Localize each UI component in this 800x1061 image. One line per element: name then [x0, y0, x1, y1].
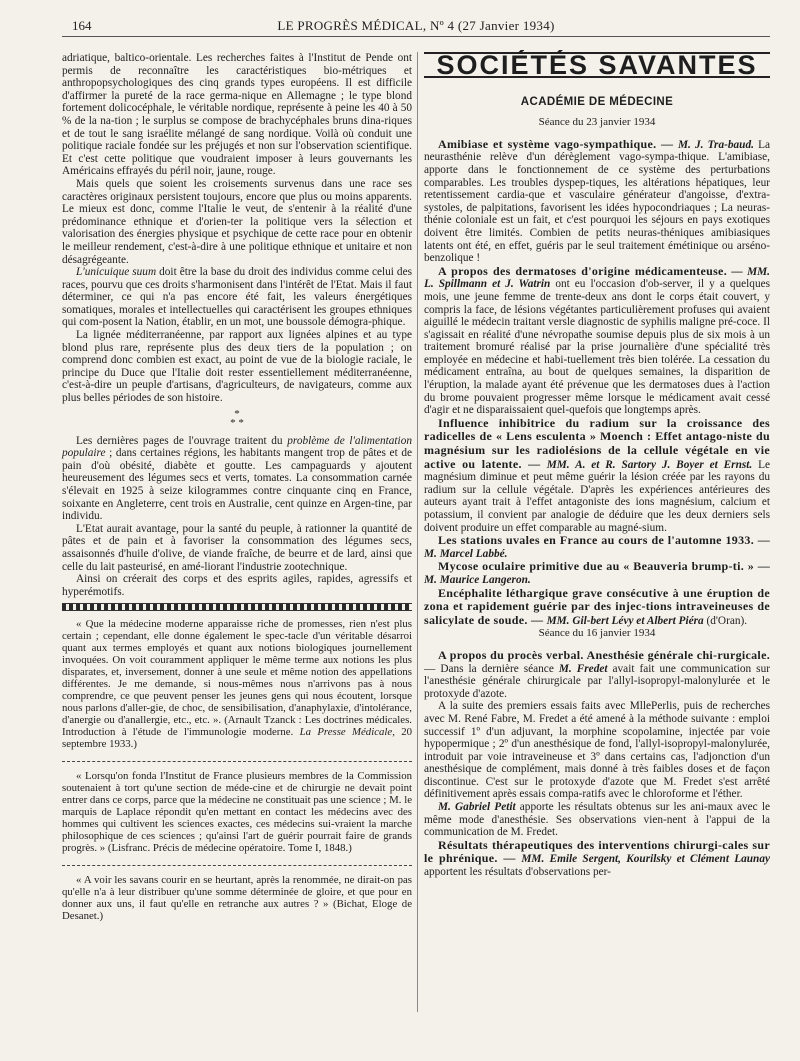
- chain-separator: [62, 757, 412, 762]
- article-title: Résultats thérapeutiques des interventions chirurgi-cales sur le phrénique. —: [424, 837, 770, 866]
- chain-separator: [62, 861, 412, 866]
- article-title: Mycose oculaire primitive due au « Beauveria brump-ti. » —: [438, 559, 770, 574]
- article-author: MM. Gil-bert Lévy et Albert Piéra: [546, 614, 704, 627]
- article: [424, 649, 770, 700]
- article-text: (d'Oran).: [703, 614, 748, 627]
- asterism-bottom: * *: [230, 416, 244, 429]
- article-text: — Dans la dernière séance: [424, 662, 559, 675]
- article: [424, 839, 770, 879]
- article-text: La neurasthénie relève d'un dérèglement vago-sympa-thique. L'amibiase, apporte dans le fonctionnement de ce système des perturbations comparables. Les troubles dyspep-tiques, les altérations hépatiques, leur retentissement cardia-que et vasculaire générateur d'angoisse, d'extra-systoles, de palpitations, favorisent les idées hypocondriaques ; La neuras-thénie coloniale est un fait, et c'est pourquoi les séjours en pays exotiques doivent être limités. Combien de petits neuras-théniques amibiasiques latents ont été, en effet, guéris par le seul traitement émétinique ou arséno-benzolique !: [424, 138, 770, 265]
- page-number: 164: [72, 18, 92, 33]
- paragraph: [424, 801, 770, 839]
- article-author: M. J. Tra-baud.: [677, 138, 754, 151]
- latin-phrase: L'unicuique suum: [76, 266, 157, 279]
- article-author: MM. A. et R. Sartory J. Boyer et Ernst.: [546, 458, 753, 471]
- article-text: apportent les résultats d'observations per-: [424, 866, 611, 879]
- paragraph: Ainsi on créerait des corps et des esprits agiles, rapides, agressifs et hyperémotifs.: [62, 573, 412, 598]
- paragraph: adriatique, baltico-orientale. Les recherches faites à l'Institut de Pende ont permis de reconnaître les caractéristiques bio-métriques et anthropopsychologiques des cinq grands types européens. Il est difficile d'affirmer la pureté de la race germa-nique en Allemagne ; le type blond fortement dolicocéphale, le véritable nordique, représente à peine les 40 à 50 % de la na-tion ; le surplus se compose de brachycéphales bruns dina-riques et de tout le sang israélite mélangé de sang nordique. Voilà où conduit une politique raciale fondée sur les préjugés et non sur l'observation scientifique. Et c'est cette politique que voudraient imposer à leurs gouvernants les Américains effrayés du péril noir, jaune, rouge.: [62, 52, 412, 178]
- article-title: Encéphalite léthargique grave consécutive à une éruption de zona et rapidement guérie par des injec-tions intraveineuses de salicylate de soude. —: [424, 585, 770, 627]
- article: [424, 560, 770, 586]
- asterism-top: *: [234, 407, 240, 420]
- article: [424, 587, 770, 628]
- quotation: [62, 618, 412, 750]
- quotation-text: , 20 septembre 1933.): [62, 726, 413, 751]
- article-author: M. Maurice Langeron.: [424, 573, 531, 586]
- paragraph: [62, 266, 412, 329]
- quotation-text: « Que la médecine moderne apparaisse riche de promesses, rien n'est plus certain ; cependant, elle donne également le spec-tacle d'un véritable désarroi quant aux termes employés et quant aux notions biologiques journellement invoquées. On voit couramment appliquer le même terme aux notions les plus disparates, et, inversement, donner à une seule et même notion des appellations différentes. Je me demande, si nous-mêmes nous n'arrivons pas à nous comprendre, ce que peuvent penser les jeunes gens qui nous écoutent, lorsque nous parlons d'aller-gie, de choc, de sensibilisation, d'anaphylaxie, d'intolérance, d'anergie ou d'anallergie, etc., etc. ». (Arnault Tzanck : Les doctrines médicales. Introduction à l'étude de l'immunologie moderne.: [62, 618, 412, 739]
- academy-heading: ACADÉMIE DE MÉDECINE: [520, 95, 674, 108]
- article-text: ont eu l'occasion d'ob-server, il y a quelques mois, une jeune femme de trente-deux ans dont le corps était couvert, y compris la face, de lésions végétantes particulièrement profuses qui avaient aiguillé le médecin traitant versle diagnostic de syphilis maligne pré-coce. Il s'agissait en réalité d'une névropathe soumise depuis plus de six mois à un traitement bromuré réalisé par la prise journalière d'une spécialité très employée en médecine et habi-tuellement très bien tolérée. La cessation du médicament entraîna, au bout de quelques semaines, la disparition de l'éruption, la malade ayant été prévenue que les dermatoses dues à l'action du brome pouvaient progresser même lorsque le médicament avait cessé d'agir et ne disparaissaient quel-quefois que longtemps après.: [424, 278, 770, 417]
- session-date: Séance du 16 janvier 1934: [538, 627, 656, 640]
- article-author: — MM. L. Spillmann et J. Watrin: [424, 265, 771, 291]
- paragraph: L'Etat aurait avantage, pour la santé du peuple, à rationner la quantité de pâtes et de pain et à favoriser la consommation des légumes secs, assaisonnés d'huile d'olive, de viande fraîche, de beurre et de lard, ainsi que celle du lait pasteurisé, en amé-liorant l'industrie zootechnique.: [62, 522, 412, 573]
- italic-phrase: problème de l'alimentation populaire: [62, 434, 412, 460]
- quotation: « Lorsqu'on fonda l'Institut de France plusieurs membres de la Commission soutenaient à tort qu'une section de méde-cine et de chirurgie ne devait point entrer dans ce corps, parce que la médecine ne constituait pas une science ; M. le marquis de Laplace répondit qu'en mettant en contact les médecins avec des hommes qui cultivent les sciences exactes, ces médecins sui-vraient la marche philosophique de ces sciences ; qu'ainsi l'art de guérir pourrait faire de grands progrès. » (Lisfranc. Précis de médecine opératoire. Tome I, 1848.): [62, 770, 412, 855]
- article-author: MM. Emile Sergent, Kourilsky et Clément Launay: [521, 853, 770, 866]
- article-author: M. Fredet: [558, 662, 608, 675]
- ornamental-banner: [62, 603, 412, 611]
- quotation: « A voir les savans courir en se heurtant, après la renommée, ne dirait-on pas qu'elle n'a à leur distribuer qu'une somme déterminée de gloire, et que pour en donner aux uns, il faut qu'elle en retranche aux autres ? » (Bichat, Eloge de Desanet.): [62, 874, 412, 923]
- article: [424, 417, 770, 534]
- left-column: [62, 52, 412, 922]
- asterism-separator: [62, 407, 412, 429]
- article: [424, 138, 770, 265]
- article-title: Influence inhibitrice du radium sur la croissance des radicelles de « Lens esculenta » Moench : Effet antago-niste du magnésium sur les radiolésions de la cellule végétale en vie active ou latente. —: [424, 415, 770, 471]
- header-rule: [62, 36, 770, 37]
- paragraph-text: Les dernières pages de l'ouvrage traitent du: [76, 434, 288, 447]
- article-title: Amibiase et système vago-sympathique. —: [438, 136, 678, 151]
- paragraph: Mais quels que soient les croisements survenus dans une race ses caractères originaux persistent toujours, encore que plus ou moins apparents. Le mieux est donc, comme l'Italie le veut, de s'entenir à la réalité d'une prédominance ethnique et d'orien-ter la politique vers la sélection et valorisation des énergies physique et psychique de cette race pour en obtenir le meilleur rendement, c'est-à-dire à une politique ethnique et unitaire et non désagrégeante.: [62, 177, 412, 266]
- paragraph: A la suite des premiers essais faits avec MllePerlis, puis de recherches avec M. René Fabre, M. Fredet a été amené à la méthode suivante : emploi successif 1º d'un adjuvant, la morphine scopolamine, injectée par voie hypopermique ; 2º d'un anesthésique de fond, l'allyl-isopropyl-malonylurée, introduit par voie intraveineuse et 3º dans certains cas, l'adjonction d'un anesthésique de complément, mais donné à très faibles doses et de façon discontinue. C'est sur le protoxyde d'azote que M. Fredet s'est arrêté définitivement après essais compa-ratifs avec le chloroforme et l'éther.: [424, 700, 770, 801]
- journal-title: La Presse Médicale: [299, 726, 393, 739]
- paragraph-text: doit être la base du droit des individus comme celui des races, pourvu que ces droits s'harmonisent dans l'intérêt de l'Etat. Mais il faut déterminer, ce qui n'a pas encore été fait, les valeurs énergétiques somatiques, morales et intellectuelles qui caractérisent les groupes ethniques qui com-posent la Nation, établir, en un mot, une boussole démogra-phique.: [62, 266, 412, 329]
- session-date: Séance du 23 janvier 1934: [538, 116, 656, 129]
- paragraph: La lignée méditerranéenne, par rapport aux lignées alpines et au type blond plus rare, représente plus des deux tiers de la population ; on comprend donc combien est exact, au point de vue de la biologie raciale, le principe du Duce que l'Italie doit rester essentiellement méditerranéenne, c'est-à-dire un peuple d'artisans, d'agriculteurs, de navigateurs, comme aux plus belles périodes de son histoire.: [62, 329, 412, 405]
- article-text: apporte les résultats obtenus sur les ani-maux avec le même mode d'anesthésie. Ses observations vien-nent à l'appui de la communication de M. Fredet.: [424, 801, 770, 839]
- right-column: [424, 52, 770, 879]
- article: [424, 534, 770, 560]
- running-title: LE PROGRÈS MÉDICAL, Nº 4 (27 Janvier 1934): [277, 18, 555, 33]
- article-author: M. Marcel Labbé.: [424, 547, 508, 560]
- article-title: A propos des dermatoses d'origine médicamenteuse.: [438, 263, 727, 278]
- page-header: [62, 18, 770, 36]
- article-title: Les stations uvales en France au cours de l'automne 1933. —: [438, 533, 770, 548]
- section-title: SOCIÉTÉS SAVANTES: [424, 52, 770, 78]
- article-text: avait fait une communication sur l'anesthésie générale chirurgicale par l'allyl-isopropyl-malonylurée et le protoxyde d'azote.: [424, 662, 770, 700]
- article-text: Le magnésium diminue et peut même guérir la lésion créée par les rayons du radium sur la cellule végétale. D'après les expériences antérieures des auteurs ayant trait à l'effet antagoniste des ions magnésium, calcium et potassium, il convient par analogie de déduire que les deux derniers sels doivent produire un effet comparable au magné-sium.: [424, 458, 770, 534]
- column-divider: [417, 52, 418, 1012]
- paragraph: [62, 435, 412, 523]
- article-author: M. Gabriel Petit: [438, 801, 516, 814]
- paragraph-text: ; dans certaines régions, les habitants mangent trop de pâtes et de pain d'où obésité, diabète et goutte. Les campaguards y ajoutent heureusement des légumes secs et verts, tomates. La consommation carnée s'élevait en 1925 à seize kilogrammes contre cinquante cinq en France, soixante en Angleterre, cent trois en Australie, cent quinze en Argen-tine, par individu.: [62, 447, 412, 523]
- article: [424, 265, 770, 417]
- article-title: A propos du procès verbal. Anesthésie générale chi-rurgicale.: [438, 647, 770, 662]
